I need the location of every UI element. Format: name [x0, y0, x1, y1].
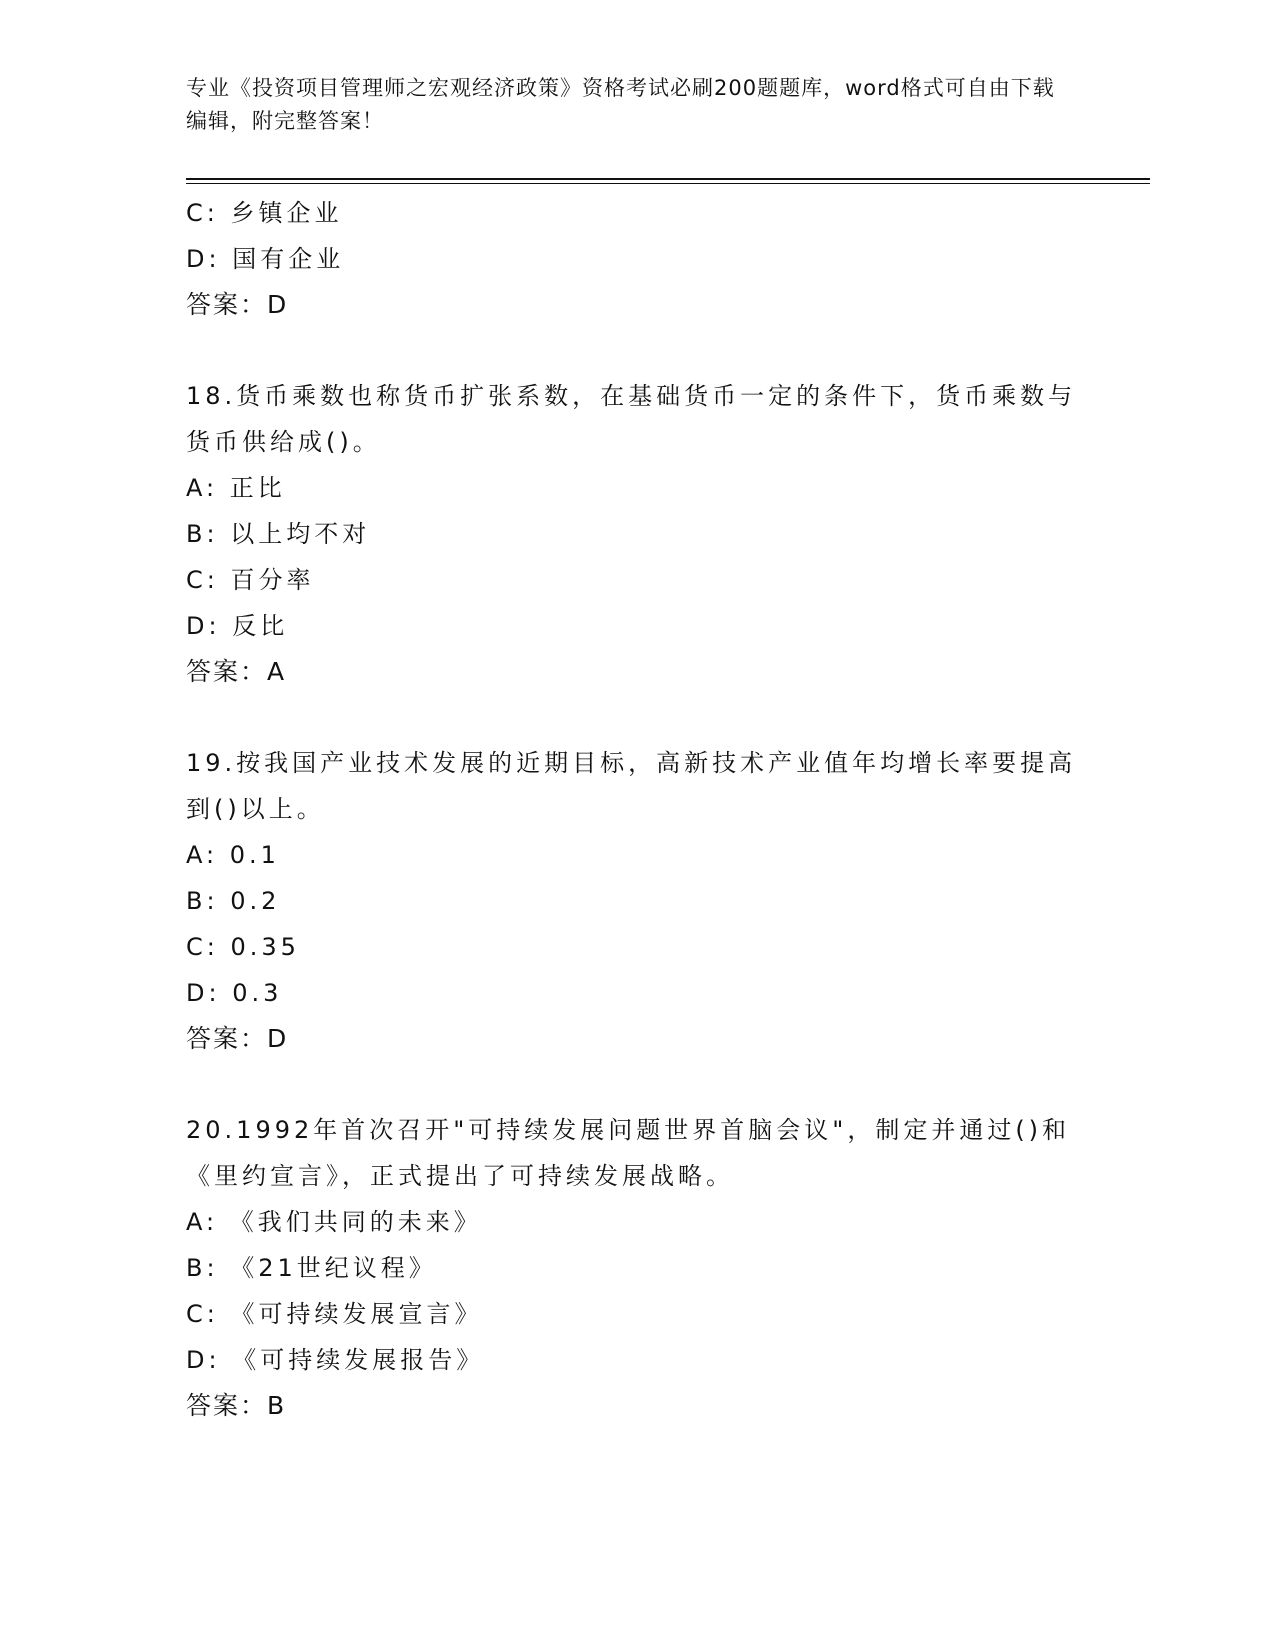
header-divider-thin: [186, 183, 1150, 184]
question-text: 18.货币乘数也称货币扩张系数，在基础货币一定的条件下，货币乘数与货币供给成()。: [186, 382, 1077, 456]
answer-line: 答案：D: [186, 290, 289, 319]
option-d: D: 0.3: [186, 979, 283, 1007]
document-header: 专业《投资项目管理师之宏观经济政策》资格考试必刷200题题库，word格式可自由下载编辑，附完整答案！: [186, 76, 1055, 133]
option-d: D: 国有企业: [186, 245, 345, 273]
question-19: [186, 740, 1086, 1062]
question-list: [186, 190, 1086, 1429]
option-c: C: 《可持续发展宣言》: [186, 1300, 483, 1328]
option-b: B: 《21世纪议程》: [186, 1254, 437, 1282]
option-b: B: 以上均不对: [186, 520, 371, 548]
option-d: D: 《可持续发展报告》: [186, 1346, 485, 1374]
header-divider-thick: [186, 178, 1150, 180]
option-d: D: 反比: [186, 612, 289, 640]
option-c: C: 0.35: [186, 933, 300, 961]
option-a: A: 0.1: [186, 841, 280, 869]
question-text: 19.按我国产业技术发展的近期目标，高新技术产业值年均增长率要提高到()以上。: [186, 749, 1077, 823]
option-a: A: 《我们共同的未来》: [186, 1208, 482, 1236]
answer-line: 答案：D: [186, 1024, 289, 1053]
answer-line: 答案：A: [186, 657, 287, 686]
question-20: [186, 1107, 1086, 1429]
option-a: A: 正比: [186, 474, 286, 502]
option-c: C: 百分率: [186, 566, 315, 594]
answer-line: 答案：B: [186, 1391, 287, 1420]
question-text: 20.1992年首次召开"可持续发展问题世界首脑会议"，制定并通过()和《里约宣言》，正式提出了可持续发展战略。: [186, 1116, 1071, 1190]
option-b: B: 0.2: [186, 887, 281, 915]
prev-question-tail: [186, 190, 1086, 328]
question-18: [186, 373, 1086, 695]
option-c: C: 乡镇企业: [186, 199, 343, 227]
